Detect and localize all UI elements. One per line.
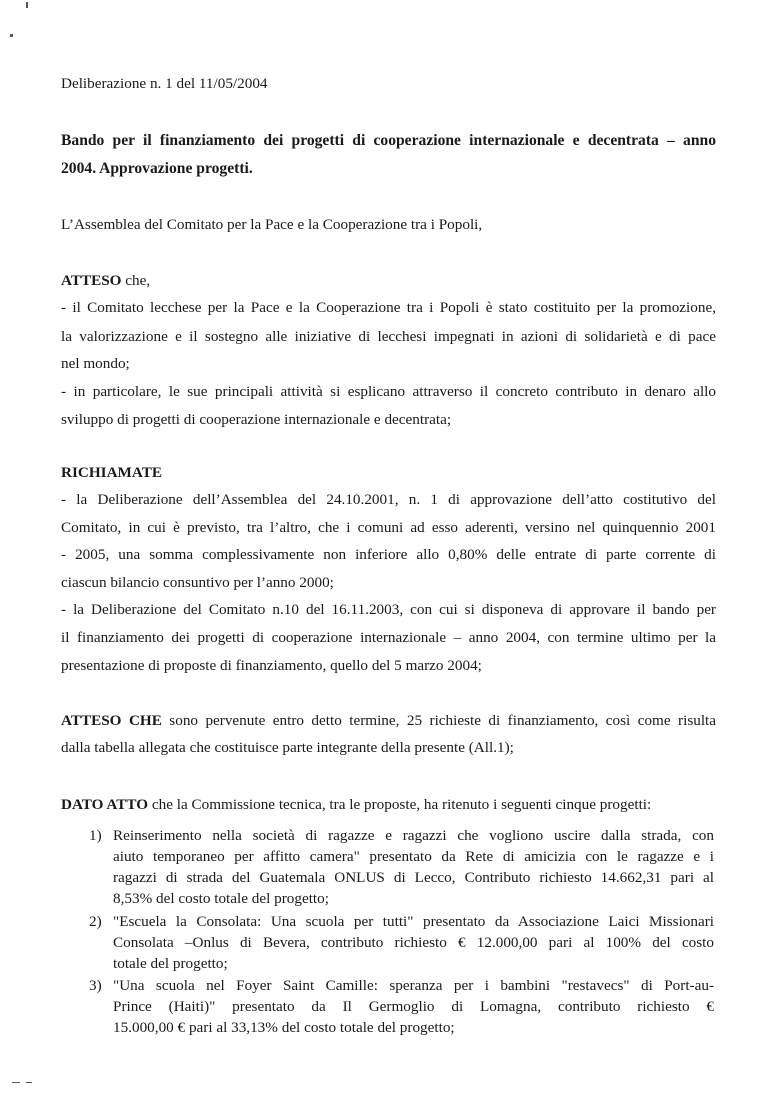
list-item-number: 3): [89, 977, 102, 994]
list-item-line: Reinserimento nella società di ragazze e ragazzi che vogliono uscire dalla strada, con: [113, 827, 714, 844]
document-header: Deliberazione n. 1 del 11/05/2004: [61, 75, 268, 92]
atteso-line: nel mondo;: [61, 355, 130, 372]
richiamate-heading: RICHIAMATE: [61, 464, 162, 481]
list-item-number: 1): [89, 827, 102, 844]
richiamate-line: - 2005, una somma complessivamente non inferiore allo 0,80% delle entrate di parte corrente di: [61, 546, 716, 563]
list-item-line: 15.000,00 € pari al 33,13% del costo totale del progetto;: [113, 1019, 455, 1036]
list-item-line: 8,53% del costo totale del progetto;: [113, 890, 329, 907]
richiamate-line: - la Deliberazione del Comitato n.10 del 16.11.2003, con cui si disponeva di approvare il bando per: [61, 601, 716, 618]
dato-atto-heading-suffix: che la Commissione tecnica, tra le proposte, ha ritenuto i seguenti cinque progetti:: [148, 796, 652, 813]
document-title-line-2: 2004. Approvazione progetti.: [61, 160, 253, 177]
atteso-che-line: [61, 710, 716, 732]
list-item-line: "Una scuola nel Foyer Saint Camille: speranza per i bambini "restavecs" di Port-au-: [113, 977, 714, 994]
list-item-line: ragazzi di strada del Guatemala ONLUS di Lecco, Contributo richiesto 14.662,31 pari al: [113, 869, 714, 886]
dato-atto-heading-line: [61, 794, 716, 816]
richiamate-line: - la Deliberazione dell’Assemblea del 24.10.2001, n. 1 di approvazione dell’atto costitutivo del: [61, 491, 716, 508]
richiamate-line: il finanziamento dei progetti di cooperazione internazionale – anno 2004, con termine ultimo per la: [61, 629, 716, 646]
richiamate-line: presentazione di proposte di finanziamento, quello del 5 marzo 2004;: [61, 657, 482, 674]
atteso-heading-suffix: che,: [121, 272, 151, 289]
atteso-line: - il Comitato lecchese per la Pace e la Cooperazione tra i Popoli è stato costituito per la promozione,: [61, 299, 716, 316]
atteso-heading: ATTESO: [61, 272, 122, 289]
list-item-line: "Escuela la Consolata: Una scuola per tutti" presentato da Associazione Laici Missionari: [113, 913, 714, 930]
list-item-line: aiuto temporaneo per affitto camera" presentato da Rete di amicizia con le ragazze e i: [113, 848, 714, 865]
atteso-heading-line: [61, 270, 716, 292]
atteso-che-heading: ATTESO CHE: [61, 712, 162, 729]
document-title-line-1: Bando per il finanziamento dei progetti di cooperazione internazionale e decentrata – anno: [61, 132, 716, 149]
list-item-line: Prince (Haiti)" presentato da Il Germoglio di Lomagna, contributo richiesto €: [113, 998, 714, 1015]
dato-atto-heading: DATO ATTO: [61, 796, 149, 813]
scan-speck: [12, 1082, 20, 1083]
list-item-line: totale del progetto;: [113, 955, 228, 972]
atteso-line: sviluppo di progetti di cooperazione internazionale e decentrata;: [61, 411, 452, 428]
scan-speck: [10, 34, 13, 37]
scan-speck: [26, 2, 28, 8]
scan-speck: [26, 1082, 32, 1083]
list-item-number: 2): [89, 913, 102, 930]
atteso-che-text: sono pervenute entro detto termine, 25 richieste di finanziamento, così come risulta: [161, 712, 716, 729]
richiamate-line: Comitato, in cui è previsto, tra l’altro, che i comuni ad esso aderenti, versino nel quinquennio 2001: [61, 519, 716, 536]
list-item-line: Consolata –Onlus di Bevera, contributo richiesto € 12.000,00 pari al 100% del costo: [113, 934, 714, 951]
atteso-che-line: dalla tabella allegata che costituisce parte integrante della presente (All.1);: [61, 739, 514, 756]
assembly-intro: L’Assemblea del Comitato per la Pace e la Cooperazione tra i Popoli,: [61, 216, 483, 233]
atteso-line: - in particolare, le sue principali attività si esplicano attraverso il concreto contributo in denaro allo: [61, 383, 716, 400]
atteso-line: la valorizzazione e il sostegno alle iniziative di lecchesi impegnati in azioni di solidarietà e di pace: [61, 328, 716, 345]
richiamate-line: ciascun bilancio consuntivo per l’anno 2000;: [61, 574, 334, 591]
